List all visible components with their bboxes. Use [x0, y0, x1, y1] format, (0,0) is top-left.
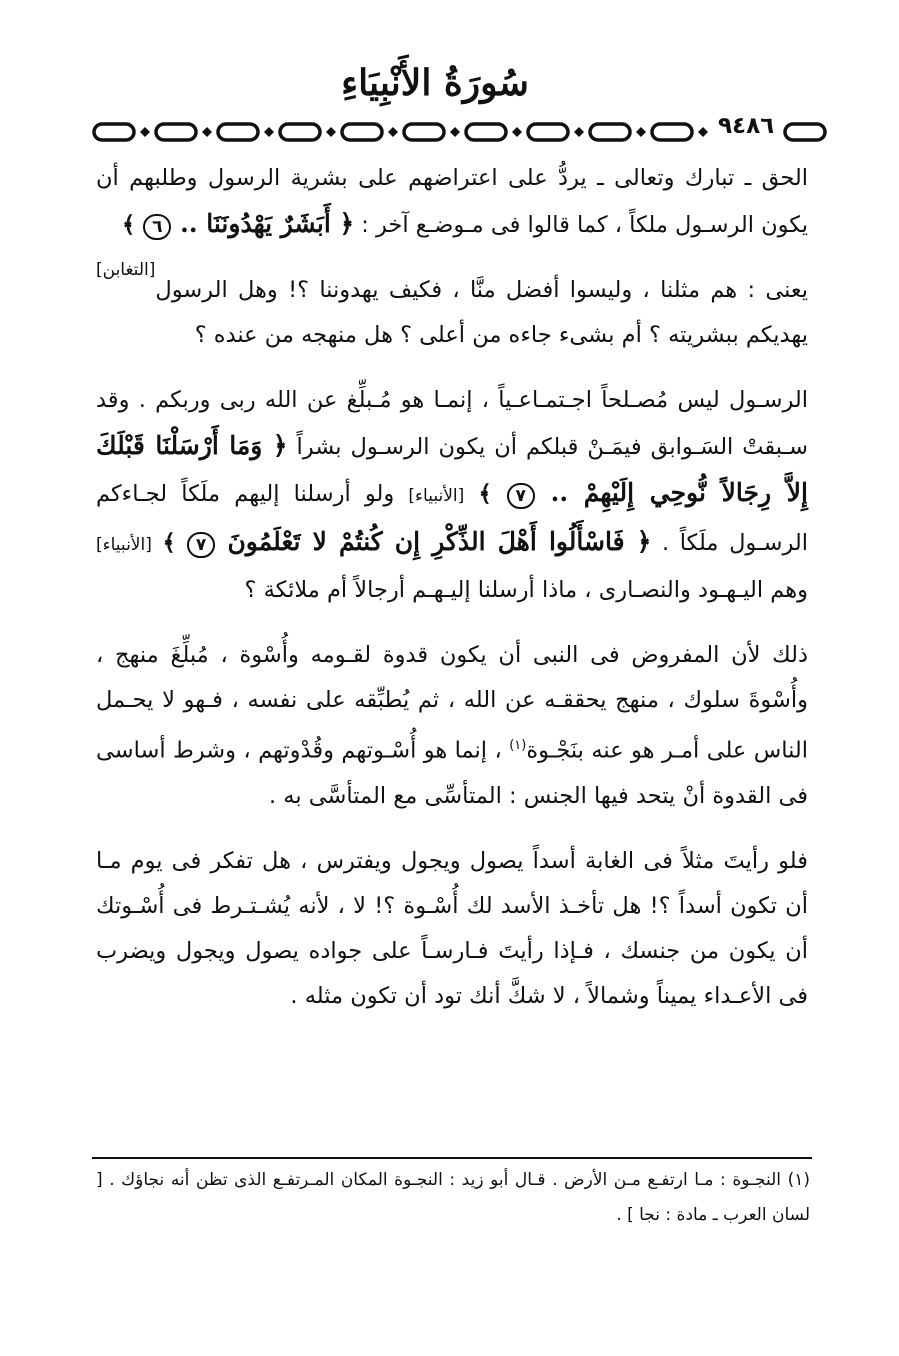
quran-close-1: ﴾ — [122, 212, 144, 238]
paragraph-4 — [96, 633, 808, 819]
paragraph-3-text-a: الرسـول ليس مُصـلحاً اجـتمـاعـياً ، إنمـا هو مُـبلِّغ عن الله ربى وربكم . وقد سـبقتْ السَـوابق فيمَـنْ قبلكم أن يكون الرسـول بشراً — [96, 387, 808, 460]
verse-number-2: ٧ — [507, 483, 535, 509]
footnote-divider — [92, 1157, 812, 1159]
quran-quote-3: ﴿ فَاسْأَلُوا أَهْلَ الذِّكْرِ إِن كُنتُمْ لا تَعْلَمُونَ — [215, 527, 652, 556]
paragraph-3 — [96, 378, 808, 613]
quran-quote-2: ﴿ وَمَا أَرْسَلْنَا قَبْلَكَ إِلاَّ رِجَالاً نُّوحِي إِلَيْهِمْ .. — [96, 431, 808, 507]
footnote: (١) النجـوة : مـا ارتفـع مـن الأرض . قـال أبو زيد : النجـوة المكان المـرتفـع الذى تظن أنه نجاؤك . [ لسان العرب ـ مادة : نجا ] . — [96, 1170, 810, 1225]
surah-reference-2: [الأنبياء] — [408, 486, 465, 506]
paragraph-3-text-c: وهم اليـهـود والنصـارى ، ماذا أرسلنا إليـهـم أرجالاً أم ملائكة ؟ — [244, 577, 808, 603]
surah-reference-3: [الأنبياء] — [96, 535, 152, 555]
paragraph-3-text-b: ولو أرسلنا إليهم ملَكاً لجـاءكم الرسـول ملَكاً . — [96, 481, 809, 556]
quran-close-2: ﴾ — [478, 481, 507, 507]
quran-quote-1: ﴿ أَبَشَرٌ يَهْدُونَنَا .. — [171, 209, 355, 238]
paragraph-1 — [96, 156, 808, 280]
paragraph-4-text-a: ذلك لأن المفروض فى النبى أن يكون قدوة لقـومه وأُسْوة ، مُبلِّغَ منهج ، وأُسْوةَ سلوك ، منهج يحققـه عن الله ، ثم يُطبِّقه على نفسه ، فـهو لا يحـمل الناس على أمـر هو عنه بنَجْـوة — [96, 642, 808, 764]
paragraph-4-text-b: ، إنما هو أُسْـوتهم وقُدْوتهم ، وشرط أساسى فى القدوة أنْ يتحد فيها الجنس : المتأسِّى مع المتأسَّى به . — [96, 737, 808, 809]
paragraph-2: يعنى : هم مثلنا ، وليسوا أفضل منَّا ، فكيف يهدوننا ؟! وهل الرسول يهديكم ببشريته ؟ أم بشىء جاءه من أعلى ؟ هل منهجه من عنده ؟ — [155, 277, 808, 348]
footnote-marker: (١) — [509, 738, 527, 753]
paragraph-1-text: الحق ـ تبارك وتعالى ـ يردُّ على اعتراضهم على بشرية الرسول وطلبهم أن يكون الرسـول ملكاً ، كما قالوا فى مـوضـع آخر : — [96, 165, 808, 238]
page-number: ٩٤٨٦ — [718, 113, 775, 139]
verse-number-1: ٦ — [143, 214, 171, 240]
quran-close-3: ﴾ — [162, 530, 187, 556]
surah-reference-1: [التغابن] — [96, 260, 156, 280]
paragraph-5: فلو رأيتَ مثلاً فى الغابة أسداً يصول ويجول ويفترس ، هل تفكر فى يوم مـا أن تكون أسداً ؟! هل تأخـذ الأسد لك أُسْـوة ؟! لا ، لأنه يُشـتـرط فى أُسْـوتك أن يكون من جنسك ، فـإذا رأيتَ فـارسـاً على جواده يصول ويجول ويضرب فى الأعـداء يميناً وشمالاً ، لا شكَّ أنك تود أن تكون مثله . — [96, 847, 808, 1009]
verse-number-3: ٧ — [187, 532, 215, 558]
main-text — [96, 156, 808, 1019]
surah-title: سُورَةُ الأَنْبِيَاءِ — [341, 62, 529, 104]
